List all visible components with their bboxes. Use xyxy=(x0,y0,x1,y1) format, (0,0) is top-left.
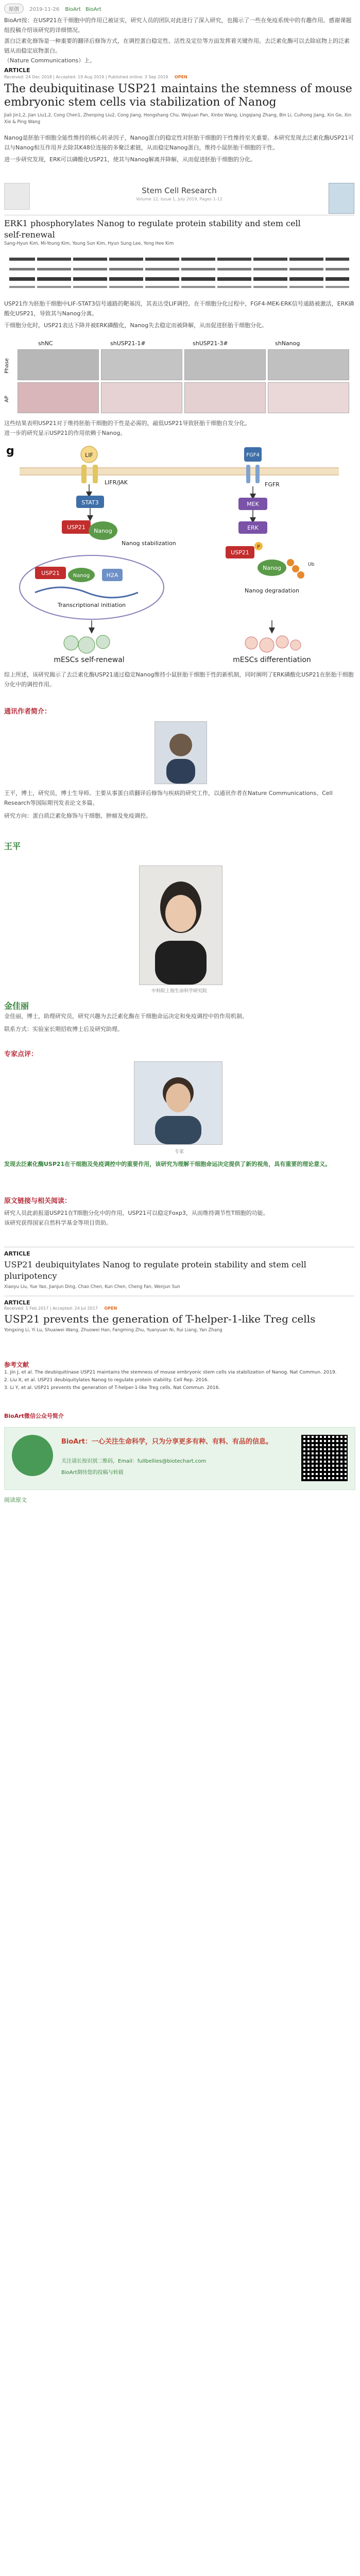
usp21-label-right: USP21 xyxy=(231,549,249,556)
paper1-title: The deubiquitinase USP21 maintains the stemness of mouse embryonic stem cells via stabilization of Nanog xyxy=(4,82,352,109)
phase-image-3 xyxy=(184,349,266,380)
paper4-title: USP21 prevents the generation of T-helper-1-like Treg cells xyxy=(4,1313,316,1325)
person2-extra: 联系方式：实验室长期招收博士后及研究助理。 xyxy=(4,1026,123,1032)
paper4-open-badge: OPEN xyxy=(104,1306,117,1311)
model-diagram xyxy=(4,443,354,665)
paper1-type: ARTICLE xyxy=(4,67,30,74)
person1-photo xyxy=(155,721,207,784)
paper2-title: ERK1 phosphorylates Nanog to regulate protein stability and stem cell self-renewal xyxy=(4,218,301,240)
ref-item-2[interactable]: 2. Liu X, et al. USP21 deubiquitylates Nanog to regulate protein stability. Cell Rep. 2016. xyxy=(4,1378,209,1383)
ref-item-3[interactable]: 3. Li Y, et al. USP21 prevents the generation of T-helper-1-like Treg cells. Nat Commun. 2016. xyxy=(4,1385,220,1391)
col-label-4: shNanog xyxy=(275,340,300,347)
paper2-authors: Sang-Hyun Kim, Mi-Young Kim, Young Sun Kim, Hyun Sung Lee, Yong Hee Kim xyxy=(4,241,174,246)
paper3-type: ARTICLE xyxy=(4,1250,30,1257)
bioart-logo-icon xyxy=(12,1435,53,1476)
journal-cover-icon xyxy=(329,183,354,214)
western-blot-figure xyxy=(4,247,354,294)
article-header xyxy=(4,3,354,10)
paper3-card xyxy=(4,1247,354,1288)
phase-image-4 xyxy=(268,349,349,380)
banner-title: BioArt：一心关注生命科学，只为分享更多有种、有料、有品的信息。 xyxy=(61,1438,272,1446)
ap-image-4 xyxy=(268,382,349,413)
journal-sub: Volume 12, Issue 1, July 2019, Pages 1-12 xyxy=(136,197,222,201)
highlight-header xyxy=(4,1048,354,1058)
transcription-label: Transcriptional initiation xyxy=(57,602,126,608)
body1 xyxy=(4,133,354,164)
body4 xyxy=(4,670,354,689)
mek-label: MEK xyxy=(247,501,259,507)
fgfr-label: FGFR xyxy=(265,481,280,488)
footer-notice-title: BioArt微信公众号简介 xyxy=(4,1413,64,1419)
paper3-title: USP21 deubiquitylates Nanog to regulate protein stability and stem cell pluripotency xyxy=(4,1260,306,1281)
body3-p2: 进一步的研究显示USP21的作用依赖于Nanog。 xyxy=(4,430,126,436)
person3-photo xyxy=(134,1061,222,1145)
phase-image-1 xyxy=(18,349,99,380)
read-more-link[interactable]: 阅读原文 xyxy=(4,1497,27,1503)
nanog-label-left: Nanog xyxy=(94,528,112,534)
references xyxy=(4,1360,354,1392)
paper4-card xyxy=(4,1296,354,1342)
cell-membrane xyxy=(20,468,339,475)
p-label: P xyxy=(257,545,260,550)
review-p2: 该研究获得国家自然科学基金等项目资助。 xyxy=(4,1219,112,1226)
qr-code-icon[interactable] xyxy=(301,1435,348,1481)
intro-block xyxy=(4,15,354,35)
account-link[interactable]: BioArt xyxy=(65,7,81,12)
banner-line3: BioArt期待您的投稿与转载 xyxy=(61,1470,124,1476)
paper4-meta xyxy=(4,1306,354,1311)
refs-title: 参考文献 xyxy=(4,1361,29,1368)
banner-line2: 关注请长按识别二维码，Email：fullbellies@biotechart.com xyxy=(61,1459,207,1464)
body1-p2: 进一步研究发现，ERK可以磷酸化USP21，使其与Nanog解离并降解，从而促进胚胎干细胞的分化。 xyxy=(4,156,256,163)
review-p1: 研究人员此前报道USP21在T细胞分化中的作用，USP21可以稳定Foxp3，从而维持调节性T细胞的功能。 xyxy=(4,1210,269,1216)
body2 xyxy=(4,299,354,330)
person1-name: 王平 xyxy=(4,841,21,851)
phase-image-2 xyxy=(101,349,182,380)
usp21-label-nuc: USP21 xyxy=(41,570,60,577)
h2a-label: H2A xyxy=(106,572,118,579)
footer-notice xyxy=(4,1412,354,1420)
ref-item-1[interactable]: 1. Jin J, et al. The deubiquitinase USP21 maintains the stemness of mouse embryonic stem cells via stabilization of Nanog. Nat Commun. 2019. xyxy=(4,1370,337,1375)
publish-date: 2019-11-26 xyxy=(29,7,60,12)
paper1-meta xyxy=(4,75,354,79)
body3-p1: 这些结果表明USP21对于维持胚胎干细胞的干性是必需的，敲低USP21导致胚胎干细胞自发分化。 xyxy=(4,420,251,427)
col-label-1: shNC xyxy=(38,340,53,347)
usp21-label-left: USP21 xyxy=(67,524,85,531)
person2-bio-block xyxy=(4,999,354,1034)
panel-letter: g xyxy=(6,445,14,457)
intro-block-2 xyxy=(4,36,354,65)
read-more[interactable] xyxy=(4,1494,354,1504)
erk-label: ERK xyxy=(247,524,259,531)
person3-caption: 专家 xyxy=(174,1149,184,1155)
highlight-text-block xyxy=(4,1159,354,1169)
elsevier-logo xyxy=(4,183,30,210)
intro-paragraph-1: BioArt按：在USP21在干细胞中的作用已被证实，研究人员的团队对此进行了深入研究，也揭示了一些在免疫系统中的有趣作用。感谢课题组投稿介绍该研究的详细情况。 xyxy=(4,17,352,33)
journal-name: Stem Cell Research xyxy=(142,186,217,195)
col-label-3: shUSP21-3# xyxy=(193,340,228,347)
person1-bio: 王平，博士，研究员，博士生导师。主要从事蛋白质翻译后修饰与疾病的研究工作，以通讯作者在Nature Communications、Cell Research等国际期刊发表论文多篇。 xyxy=(4,790,333,806)
ap-image-3 xyxy=(184,382,266,413)
row-label-ap: AP xyxy=(4,396,10,403)
person1-name-block xyxy=(4,840,354,852)
authors-section xyxy=(4,706,354,716)
account-link-2[interactable]: BioArt xyxy=(85,7,101,12)
right-outcome-label: mESCs differentiation xyxy=(233,656,311,664)
lifr-label: LIFR/JAK xyxy=(105,479,128,486)
open-access-badge: OPEN xyxy=(174,75,187,79)
paper4-meta-text: Received: 1 Feb 2017 | Accepted: 24 Jul 2017 xyxy=(4,1306,98,1311)
cell-image-figure xyxy=(4,340,354,415)
review-section xyxy=(4,1195,354,1228)
person2-bio: 金佳丽，博士，助理研究员，研究兴趣为去泛素化酶在干细胞命运决定和免疫调控中的作用机制。 xyxy=(4,1013,248,1020)
paper3-authors: Xiaoyu Liu, Yue Yao, Jianjun Ding, Chao Chen, Kun Chen, Cheng Fan, Wenjun Sun xyxy=(4,1284,180,1290)
review-title: 原文链接与相关阅读： xyxy=(4,1197,72,1205)
body1-p1: Nanog是胚胎干细胞全能性维持的核心转录因子，Nanog蛋白的稳定性对胚胎干细胞的干性维持至关重要。本研究发现去泛素化酶USP21可以与Nanog相互作用并去除其K48位连接的多聚泛素链，从而稳定Nanog蛋白，维持小鼠胚胎干细胞的干性。 xyxy=(4,134,354,151)
paper4-type: ARTICLE xyxy=(4,1299,30,1306)
highlight-text: 发现去泛素化酶USP21在干细胞及免疫调控中的重要作用，该研究为理解干细胞命运决定提供了新的视角，具有重要的理论意义。 xyxy=(4,1161,331,1167)
promo-banner xyxy=(4,1427,355,1490)
nanog-stab-label: Nanog stabilization xyxy=(122,540,176,547)
body2-p1: USP21作为胚胎干细胞中LIF-STAT3信号通路的靶基因，其表达受LIF调控。在干细胞分化过程中，FGF4-MEK-ERK信号通路被激活，ERK磷酸化USP21，导致其与Nanog分离。 xyxy=(4,300,354,317)
highlight-title: 专家点评： xyxy=(4,1050,38,1058)
person1-extra: 研究方向：蛋白质泛素化修饰与干细胞、肿瘤及免疫调控。 xyxy=(4,812,151,819)
person2-photo xyxy=(139,866,222,985)
nucleus-left xyxy=(20,555,164,619)
row-label-phase: Phase xyxy=(4,358,10,374)
col-label-2: shUSP21-1# xyxy=(110,340,146,347)
body2-p2: 干细胞分化时，USP21表达下降并被ERK磷酸化，Nanog失去稳定而被降解，从而促进胚胎干细胞分化。 xyxy=(4,322,268,329)
paper4-authors: Yongxing Li, Yi Lu, Shuaiwei Wang, Zhuowei Han, Fangming Zhu, Yuanyuan Ni, Rui Liang, Yan Zhang xyxy=(4,1328,222,1333)
ap-image-2 xyxy=(101,382,182,413)
body3 xyxy=(4,418,354,438)
nanog-label-right: Nanog xyxy=(263,565,281,571)
paper1-meta-text: Received: 24 Dec 2018 | Accepted: 19 Aug 2019 | Published online: 3 Sep 2019 xyxy=(4,75,168,79)
ub-label: Ub xyxy=(308,562,315,567)
person2-name: 金佳丽 xyxy=(4,1001,29,1011)
left-outcome-label: mESCs self-renewal xyxy=(54,656,125,664)
paper1-authors: Jiali Jin1,2, Jian Liu1,2, Cong Chen1, Zhenping Liu2, Cong Jiang, Hongshang Chu, Weijuan Pan, Xinbo Wang, Lingqiang Zhang, Bin Li, Cuihong Jiang, Xin Ge, Xin Xie & Ping Wang xyxy=(4,113,352,125)
ap-image-1 xyxy=(18,382,99,413)
person1-bio-block xyxy=(4,788,354,821)
stat3-label: STAT3 xyxy=(81,499,99,506)
intro-paragraph-3: （Nature Communications）上。 xyxy=(4,57,96,64)
paper1-card xyxy=(4,67,354,124)
nanog-label-nuc: Nanog xyxy=(73,573,90,579)
intro-paragraph-2: 蛋白泛素化修饰是一种重要的翻译后修饰方式，在调控蛋白稳定性、活性及定位等方面发挥着关键作用。去泛素化酶可以去除底物上的泛素链从而稳定底物蛋白。 xyxy=(4,38,350,54)
nanog-deg-label: Nanog degradation xyxy=(245,587,299,594)
lif-label: LIF xyxy=(85,452,93,459)
authors-section-title: 通讯作者简介： xyxy=(4,708,52,716)
paper2-card xyxy=(4,183,354,246)
original-tag: 原创 xyxy=(4,4,24,13)
person2-caption: 中科院上海生命科学研究院 xyxy=(151,989,207,994)
fgf4-label: FGF4 xyxy=(246,452,260,458)
body4-p1: 综上所述，该研究揭示了去泛素化酶USP21通过稳定Nanog维持小鼠胚胎干细胞干性的新机制，同时阐明了ERK磷酸化USP21在胚胎干细胞分化中的调控作用。 xyxy=(4,671,354,688)
